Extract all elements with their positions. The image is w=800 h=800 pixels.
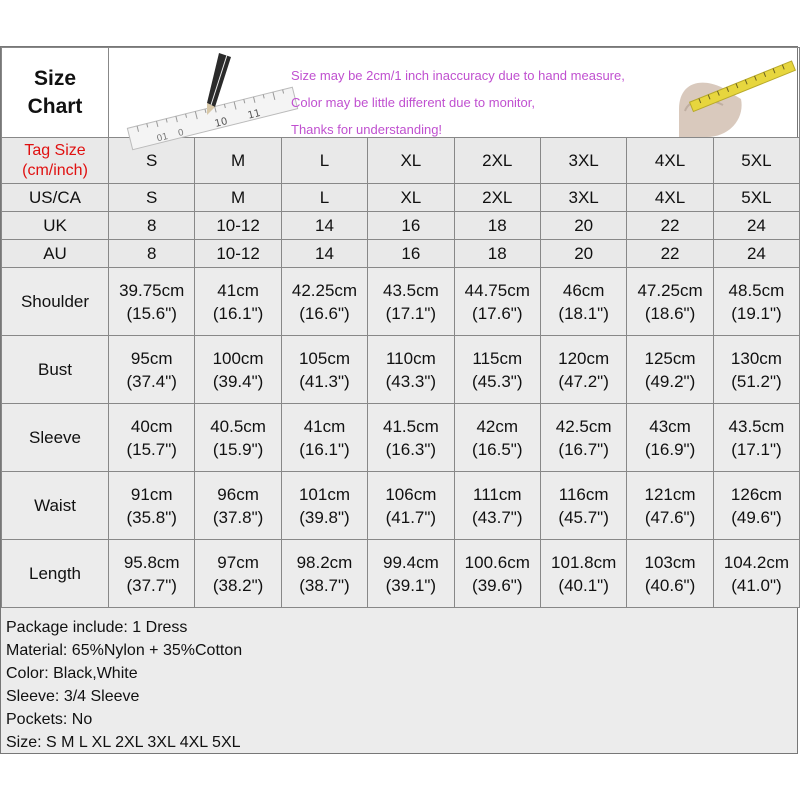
cm-value: 101cm bbox=[298, 484, 350, 504]
inch-value: (16.3") bbox=[385, 439, 437, 459]
table-cell bbox=[627, 404, 713, 472]
table-cell bbox=[195, 336, 281, 404]
cm-value: 41.5cm bbox=[382, 416, 439, 436]
table-cell bbox=[109, 540, 195, 608]
cm-value: 95cm bbox=[130, 348, 173, 368]
table-cell bbox=[627, 336, 713, 404]
inch-value: (45.7") bbox=[558, 507, 609, 527]
table-cell bbox=[454, 336, 540, 404]
inch-value: (39.1") bbox=[385, 575, 437, 595]
tag-size-label-line-2: (cm/inch) bbox=[22, 161, 88, 179]
table-cell: 20 bbox=[540, 240, 626, 268]
cm-value: 41cm bbox=[303, 416, 346, 436]
cm-value: 121cm bbox=[644, 484, 696, 504]
row-label: UK bbox=[2, 212, 109, 240]
product-details bbox=[1, 607, 797, 753]
table-cell bbox=[713, 268, 799, 336]
cm-value: 103cm bbox=[644, 552, 696, 572]
row-label: AU bbox=[2, 240, 109, 268]
hand-tape-measure-illustration bbox=[649, 49, 799, 137]
table-cell bbox=[281, 472, 367, 540]
row-label: Shoulder bbox=[2, 268, 109, 336]
inch-value: (39.4") bbox=[212, 371, 264, 391]
material-note: Material: 65%Nylon + 35%Cotton bbox=[6, 642, 243, 659]
inch-value: (38.7") bbox=[299, 575, 350, 595]
cm-value: 115cm bbox=[472, 348, 523, 368]
sizes-note: Size: S M L XL 2XL 3XL 4XL 5XL bbox=[6, 734, 241, 751]
measurement-banner bbox=[109, 48, 800, 145]
table-cell bbox=[454, 472, 540, 540]
table-row bbox=[2, 268, 800, 336]
inch-value: (15.9") bbox=[212, 439, 264, 459]
banner-line: Size may be 2cm/1 inch inaccuracy due to hand measure, bbox=[291, 68, 625, 83]
table-cell: L bbox=[281, 184, 367, 212]
cm-value: 120cm bbox=[558, 348, 610, 368]
inch-value: (45.3") bbox=[472, 371, 523, 391]
inch-value: (39.8") bbox=[299, 507, 350, 527]
row-label: Waist bbox=[2, 472, 109, 540]
inch-value: (41.3") bbox=[299, 371, 350, 391]
sleeve-note: Sleeve: 3/4 Sleeve bbox=[6, 688, 140, 705]
table-row bbox=[2, 212, 800, 240]
table-cell: 4XL bbox=[627, 184, 713, 212]
inch-value: (41.7") bbox=[385, 507, 437, 527]
table-row bbox=[2, 336, 800, 404]
table-cell bbox=[281, 336, 367, 404]
cm-value: 104.2cm bbox=[723, 552, 790, 572]
table-cell: 5XL bbox=[713, 138, 799, 184]
table-cell bbox=[540, 404, 626, 472]
table-cell bbox=[627, 540, 713, 608]
table-cell: S bbox=[109, 138, 195, 184]
inch-value: (43.7") bbox=[472, 507, 523, 527]
table-cell: 22 bbox=[627, 240, 713, 268]
cm-value: 95.8cm bbox=[123, 552, 180, 572]
table-cell bbox=[368, 404, 454, 472]
table-cell: 14 bbox=[281, 240, 367, 268]
cm-value: 43.5cm bbox=[382, 280, 439, 300]
table-cell bbox=[454, 404, 540, 472]
table-cell: 18 bbox=[454, 212, 540, 240]
table-cell bbox=[454, 540, 540, 608]
inch-value: (16.1") bbox=[212, 303, 264, 323]
table-cell bbox=[109, 268, 195, 336]
row-label: US/CA bbox=[2, 184, 109, 212]
inch-value: (16.1") bbox=[299, 439, 350, 459]
table-cell bbox=[540, 268, 626, 336]
size-chart bbox=[0, 46, 798, 754]
table-cell bbox=[368, 336, 454, 404]
table-cell bbox=[281, 540, 367, 608]
table-cell bbox=[713, 540, 799, 608]
table-cell bbox=[109, 472, 195, 540]
cm-value: 47.25cm bbox=[637, 280, 703, 300]
row-label: Sleeve bbox=[2, 404, 109, 472]
inch-value: (38.2") bbox=[212, 575, 264, 595]
table-cell bbox=[454, 268, 540, 336]
table-cell: 14 bbox=[281, 212, 367, 240]
inch-value: (16.6") bbox=[299, 303, 350, 323]
cm-value: 42.5cm bbox=[555, 416, 612, 436]
table-row bbox=[2, 472, 800, 540]
title-line-2: Chart bbox=[27, 94, 83, 118]
row-label: Bust bbox=[2, 336, 109, 404]
inch-value: (47.6") bbox=[644, 507, 696, 527]
inch-value: (18.6") bbox=[644, 303, 696, 323]
inch-value: (18.1") bbox=[558, 303, 609, 323]
cm-value: 97cm bbox=[217, 552, 259, 572]
table-cell: 18 bbox=[454, 240, 540, 268]
inch-value: (16.9") bbox=[644, 439, 696, 459]
tag-size-label bbox=[2, 138, 109, 184]
inch-value: (15.7") bbox=[126, 439, 177, 459]
inch-value: (19.1") bbox=[731, 303, 782, 323]
table-row bbox=[2, 240, 800, 268]
cm-value: 110cm bbox=[385, 348, 436, 368]
cm-value: 98.2cm bbox=[296, 552, 353, 572]
table-cell bbox=[109, 404, 195, 472]
cm-value: 106cm bbox=[385, 484, 437, 504]
table-cell: 24 bbox=[713, 240, 799, 268]
table-cell: XL bbox=[368, 138, 454, 184]
inch-value: (37.7") bbox=[126, 575, 177, 595]
table-cell bbox=[713, 472, 799, 540]
cm-value: 43cm bbox=[649, 416, 691, 436]
cm-value: 48.5cm bbox=[728, 280, 785, 300]
size-table bbox=[1, 47, 800, 608]
table-cell: S bbox=[109, 184, 195, 212]
inch-value: (17.1") bbox=[731, 439, 782, 459]
ruler-number: 0 bbox=[177, 127, 186, 140]
table-cell bbox=[368, 540, 454, 608]
table-cell bbox=[713, 404, 799, 472]
table-cell bbox=[627, 268, 713, 336]
inch-value: (17.1") bbox=[385, 303, 437, 323]
cm-value: 125cm bbox=[644, 348, 696, 368]
inch-value: (40.1") bbox=[558, 575, 609, 595]
table-cell: 16 bbox=[368, 212, 454, 240]
table-cell: 2XL bbox=[454, 138, 540, 184]
cm-value: 101.8cm bbox=[551, 552, 617, 572]
inch-value: (17.6") bbox=[472, 303, 523, 323]
pockets-note: Pockets: No bbox=[6, 711, 93, 728]
table-cell: 10-12 bbox=[195, 212, 281, 240]
package-note: Package include: 1 Dress bbox=[6, 619, 188, 636]
table-cell bbox=[713, 336, 799, 404]
table-cell: 10-12 bbox=[195, 240, 281, 268]
table-cell bbox=[540, 472, 626, 540]
inch-value: (41.0") bbox=[731, 575, 782, 595]
table-cell bbox=[281, 268, 367, 336]
table-cell: 5XL bbox=[713, 184, 799, 212]
table-cell: 3XL bbox=[540, 184, 626, 212]
inch-value: (16.5") bbox=[472, 439, 523, 459]
table-cell bbox=[281, 404, 367, 472]
table-cell bbox=[195, 540, 281, 608]
ruler-pencil-illustration bbox=[115, 49, 295, 145]
inch-value: (49.2") bbox=[644, 371, 696, 391]
inch-value: (15.6") bbox=[126, 303, 177, 323]
cm-value: 100cm bbox=[212, 348, 264, 368]
color-note: Color: Black,White bbox=[6, 665, 138, 682]
row-label: Length bbox=[2, 540, 109, 608]
inch-value: (39.6") bbox=[472, 575, 523, 595]
cm-value: 40cm bbox=[130, 416, 173, 436]
table-cell: 8 bbox=[109, 212, 195, 240]
table-cell bbox=[368, 268, 454, 336]
inch-value: (51.2") bbox=[731, 371, 782, 391]
table-row bbox=[2, 540, 800, 608]
tag-size-label-line-1: Tag Size bbox=[24, 141, 86, 159]
table-cell: 8 bbox=[109, 240, 195, 268]
cm-value: 43.5cm bbox=[728, 416, 785, 436]
cm-value: 41cm bbox=[217, 280, 259, 300]
inch-value: (43.3") bbox=[385, 371, 437, 391]
table-row bbox=[2, 138, 800, 184]
table-cell bbox=[540, 336, 626, 404]
table-cell bbox=[540, 540, 626, 608]
inch-value: (49.6") bbox=[731, 507, 782, 527]
cm-value: 46cm bbox=[562, 280, 605, 300]
table-cell: 20 bbox=[540, 212, 626, 240]
table-cell bbox=[109, 336, 195, 404]
table-cell: 3XL bbox=[540, 138, 626, 184]
table-cell: 22 bbox=[627, 212, 713, 240]
table-cell: XL bbox=[368, 184, 454, 212]
cm-value: 42.25cm bbox=[291, 280, 358, 300]
table-cell: 16 bbox=[368, 240, 454, 268]
ruler-number: 11 bbox=[246, 107, 262, 122]
table-row bbox=[2, 184, 800, 212]
table-row bbox=[2, 404, 800, 472]
cm-value: 96cm bbox=[217, 484, 259, 504]
inch-value: (35.8") bbox=[126, 507, 177, 527]
table-cell: 4XL bbox=[627, 138, 713, 184]
banner-notes bbox=[291, 62, 625, 143]
cm-value: 42cm bbox=[476, 416, 519, 436]
table-cell bbox=[368, 472, 454, 540]
table-cell: M bbox=[195, 184, 281, 212]
table-cell: 2XL bbox=[454, 184, 540, 212]
banner-line: Thanks for understanding! bbox=[291, 122, 443, 137]
table-cell: M bbox=[195, 138, 281, 184]
title-line-1: Size bbox=[33, 66, 77, 90]
inch-value: (47.2") bbox=[558, 371, 609, 391]
table-cell: 24 bbox=[713, 212, 799, 240]
cm-value: 40.5cm bbox=[210, 416, 266, 436]
cm-value: 111cm bbox=[473, 484, 522, 504]
cm-value: 116cm bbox=[558, 484, 609, 504]
cm-value: 130cm bbox=[730, 348, 782, 368]
banner-line: Color may be little different due to monitor, bbox=[291, 95, 535, 110]
table-cell bbox=[627, 472, 713, 540]
cm-value: 44.75cm bbox=[464, 280, 530, 300]
inch-value: (37.8") bbox=[212, 507, 264, 527]
cm-value: 91cm bbox=[130, 484, 173, 504]
cm-value: 100.6cm bbox=[464, 552, 530, 572]
ruler-number: 01 bbox=[155, 131, 170, 145]
cm-value: 105cm bbox=[298, 348, 350, 368]
cm-value: 39.75cm bbox=[119, 280, 185, 300]
cm-value: 126cm bbox=[730, 484, 782, 504]
cm-value: 99.4cm bbox=[382, 552, 439, 572]
table-cell: L bbox=[281, 138, 367, 184]
size-chart-title bbox=[2, 48, 109, 138]
inch-value: (16.7") bbox=[558, 439, 609, 459]
table-cell bbox=[195, 472, 281, 540]
inch-value: (40.6") bbox=[644, 575, 696, 595]
inch-value: (37.4") bbox=[126, 371, 177, 391]
table-cell bbox=[195, 404, 281, 472]
table-cell bbox=[195, 268, 281, 336]
ruler-number: 10 bbox=[213, 116, 229, 130]
